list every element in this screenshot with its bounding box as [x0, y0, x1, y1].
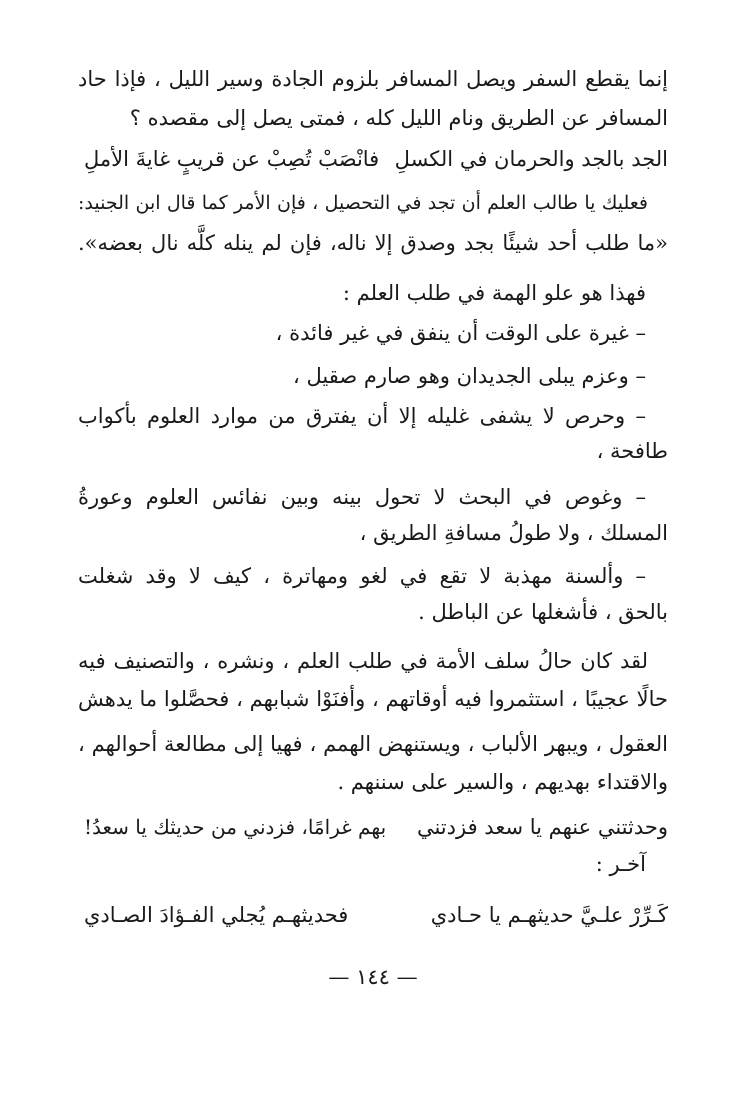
verse-1-first-hemistich: الجد بالجد والحرمان في الكسلِ — [394, 147, 668, 171]
verse-1 — [84, 144, 668, 174]
paragraph-3-line-4: والاقتداء بهديهم ، والسير على سننهم . — [337, 770, 668, 794]
list-item-3-line-1: – وحرص لا يشفى غليله إلا أن يفترق من موارد العلوم بأكواب — [78, 404, 646, 428]
paragraph-2-line-2: «ما طلب أحد شيئًا بجد وصدق إلا ناله، فإن لم ينله كلَّه نال بعضه». — [78, 231, 668, 255]
verse-3-first-hemistich: كَـرِّرْ علـيَّ حديثهـم يا حـادي — [430, 903, 668, 927]
verse-2-first-hemistich: وحدثتني عنهم يا سعد فزدتني — [416, 815, 668, 839]
list-item-2: – وعزم يبلى الجديدان وهو صارم صقيل ، — [293, 364, 646, 388]
list-item-4-line-2: المسلك ، ولا طولُ مسافةِ الطريق ، — [359, 521, 668, 545]
verse-2 — [84, 812, 668, 842]
paragraph-3-line-2: حالًا عجيبًا ، استثمروا فيه أوقاتهم ، وأفنَوْا شبابهم ، فحصَّلوا ما يدهش — [78, 687, 668, 711]
list-item-5-line-1: – وألسنة مهذبة لا تقع في لغو ومهاترة ، كيف لا وقد شغلت — [78, 564, 646, 588]
paragraph-1-line-2: المسافر عن الطريق ونام الليل كله ، فمتى يصل إلى مقصده ؟ — [129, 106, 668, 130]
list-item-5-line-2: بالحق ، فأشغلها عن الباطل . — [418, 600, 668, 624]
verse-3-second-hemistich: فحديثهـم يُجلي الفـؤادَ الصـادي — [84, 903, 349, 927]
another-verse-label: آخـر : — [595, 852, 646, 876]
verse-3 — [84, 900, 668, 930]
paragraph-1-line-1: إنما يقطع السفر ويصل المسافر بلزوم الجادة وسير الليل ، فإذا حاد — [78, 67, 668, 91]
list-item-4-line-1: – وغوص في البحث لا تحول بينه وبين نفائس العلوم وعورةُ — [78, 485, 646, 509]
page-number: — ١٤٤ — — [328, 965, 418, 989]
paragraph-2-line-1: فعليك يا طالب العلم أن تجد في التحصيل ، فإن الأمر كما قال ابن الجنيد: — [78, 192, 648, 214]
list-item-1: – غيرة على الوقت أن ينفق في غير فائدة ، — [275, 321, 646, 345]
verse-2-second-hemistich: بهم غرامًا، فزدني من حديثك يا سعدُ! — [84, 815, 387, 839]
verse-1-second-hemistich: فانْصَبْ تُصِبْ عن قريبٍ غايةَ الأملِ — [84, 147, 380, 171]
list-item-3-line-2: طافحة ، — [596, 439, 668, 463]
intro-line: فهذا هو علو الهمة في طلب العلم : — [342, 281, 646, 305]
paragraph-3-line-1: لقد كان حالُ سلف الأمة في طلب العلم ، ونشره ، والتصنيف فيه — [78, 649, 648, 673]
paragraph-3-line-3: العقول ، ويبهر الألباب ، ويستنهض الهمم ، فهيا إلى مطالعة أحوالهم ، — [78, 732, 668, 756]
